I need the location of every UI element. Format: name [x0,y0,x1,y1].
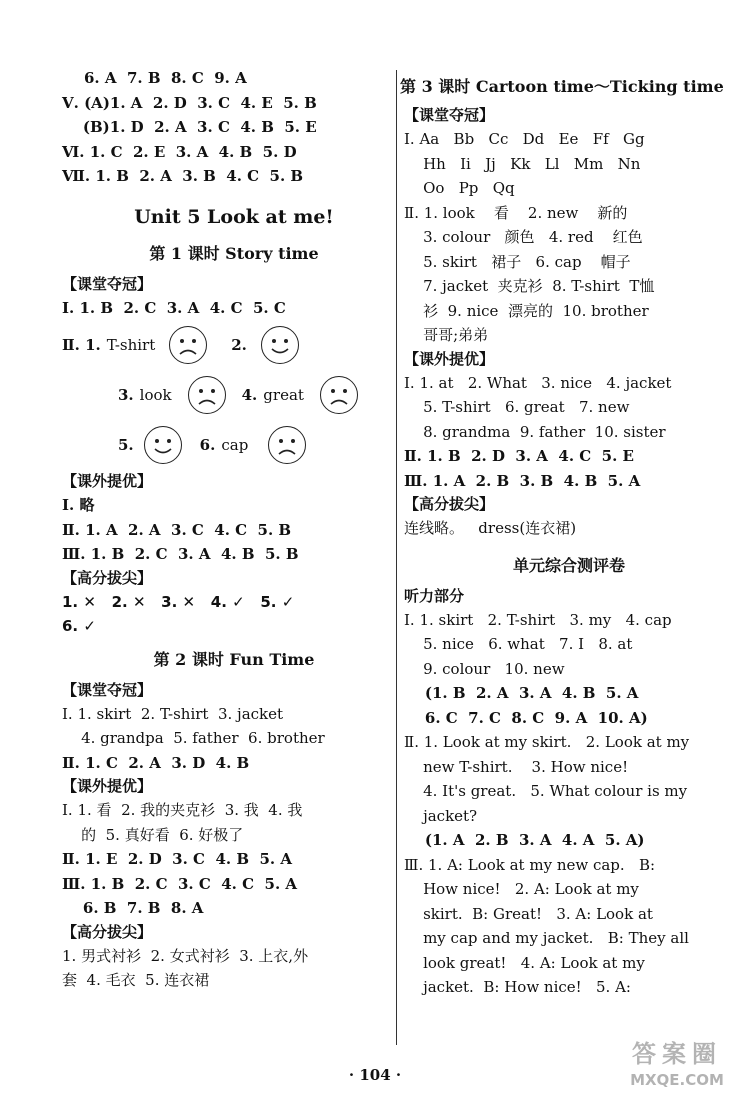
face-answer-row [118,420,384,470]
section-heading: 【课堂夺冠】 [62,274,153,293]
happy-face-icon [261,326,299,364]
answer-line: look great! 4. A: Look at my [404,953,645,972]
face-answer-row [118,370,384,420]
answer-line: Ⅲ. 1. B 2. C 3. C 4. C 5. A [62,874,298,893]
answer-line: new T-shirt. 3. How nice! [404,757,629,776]
answer-word: cap [221,436,249,454]
answer-line: 6. B 7. B 8. A [62,899,204,917]
answer-line: 4. It's great. 5. What colour is my [404,782,688,800]
answer-line: Ⅱ. 1. Look at my skirt. 2. Look at my [404,733,690,751]
answer-line: Hh Ii Jj Kk Ll Mm Nn [404,154,641,173]
answer-line: Ⅰ. Aa Bb Cc Dd Ee Ff Gg [404,130,645,148]
page-number: · 104 · [348,1066,402,1084]
answer-number: 6. [199,436,216,454]
answer-line: Ⅱ. 1. look 看 2. new 新的 [404,203,628,222]
answer-line: Ⅶ. 1. B 2. A 3. B 4. C 5. B [62,167,304,185]
answer-line: Ⅱ. 1. B 2. D 3. A 4. C 5. E [404,447,634,465]
answer-line: Ⅲ. 1. A 2. B 3. B 4. B 5. A [404,471,641,490]
answer-line: 6. A 7. B 8. C 9. A [84,69,247,87]
answer-line: 3. colour 颜色 4. red 红色 [404,228,643,246]
column-divider [396,70,397,1045]
lesson-title: 第 1 课时 Story time [149,243,319,263]
answer-line: Ⅰ. 1. B 2. C 3. A 4. C 5. C [62,298,286,317]
answer-number: Ⅱ. 1. [62,336,101,354]
answer-line: 衫 9. nice 漂亮的 10. brother [404,301,649,320]
left-column [62,66,384,993]
answer-line: Ⅰ. 略 [62,496,95,514]
sad-face-icon [169,326,207,364]
answer-word: look [139,386,172,404]
section-heading: 【课外提优】 [404,349,495,368]
section-heading: 【课堂夺冠】 [404,106,495,124]
answer-line: 4. grandpa 5. father 6. brother [62,729,325,747]
section-heading: 【高分拔尖】 [62,922,153,941]
answer-line: Ⅲ. 1. A: Look at my new cap. B: [404,855,656,874]
answer-line: 套 4. 毛衣 5. 连衣裙 [62,971,210,989]
lesson-title: 第 3 课时 Cartoon time～Ticking time [400,77,724,96]
section-heading: 【课外提优】 [62,472,153,490]
answer-line: 7. jacket 夹克衫 8. T-shirt T恤 [404,277,655,295]
section-heading: 【高分拔尖】 [62,568,153,587]
section-heading: 【高分拔尖】 [404,495,495,513]
answer-line: Ⅰ. 1. 看 2. 我的夹克衫 3. 我 4. 我 [62,801,303,819]
answer-line: 6. ✓ [62,617,96,635]
section-heading: 【课堂夺冠】 [62,680,153,699]
watermark-logo [612,1038,742,1100]
answer-line: 5. skirt 裙子 6. cap 帽子 [404,252,631,271]
answer-line: Ⅱ. 1. A 2. A 3. C 4. C 5. B [62,520,292,539]
answer-line: skirt. B: Great! 3. A: Look at [404,904,653,923]
answer-line: 1. 男式衬衫 2. 女式衬衫 3. 上衣,外 [62,946,309,965]
section-heading: 【课外提优】 [62,777,153,795]
watermark-url: MXQE.COM [630,1071,724,1089]
answer-line: 9. colour 10. new [404,659,565,678]
answer-line: jacket? [404,806,478,825]
answer-word: great [263,386,304,404]
answer-line: 5. T-shirt 6. great 7. new [404,398,630,416]
answer-line: (1. B 2. A 3. A 4. B 5. A [404,684,639,702]
answer-number: 3. [118,386,134,404]
answer-line: 6. C 7. C 8. C 9. A 10. A) [404,708,648,727]
unit-title: Unit 5 Look at me! [134,205,334,228]
answer-line: Ⅰ. 1. skirt 2. T-shirt 3. jacket [62,704,284,723]
answer-line: Ⅱ. 1. C 2. A 3. D 4. B [62,753,250,772]
section-title: 单元综合测评卷 [512,555,625,575]
right-column [400,70,734,1000]
answer-line: 的 5. 真好看 6. 好极了 [62,825,244,844]
lesson-title: 第 2 课时 Fun Time [153,649,315,669]
answer-line: How nice! 2. A: Look at my [404,880,639,898]
answer-line: Ⅲ. 1. B 2. C 3. A 4. B 5. B [62,545,299,563]
watermark-text: 答案圈 [632,1040,722,1068]
answer-line: Ⅱ. 1. E 2. D 3. C 4. B 5. A [62,850,292,868]
answer-line: my cap and my jacket. B: They all [404,929,689,947]
answer-line: Ⅵ. 1. C 2. E 3. A 4. B 5. D [62,142,297,161]
sad-face-icon [268,426,306,464]
answer-line: 1. ✕ 2. ✕ 3. ✕ 4. ✓ 5. ✓ [62,592,295,611]
answer-line: 5. nice 6. what 7. I 8. at [404,635,633,653]
answer-number: 4. [241,386,258,404]
answer-line: 哥哥;弟弟 [404,326,489,344]
face-answer-row [62,320,384,370]
sad-face-icon [188,376,226,414]
answer-line: Ⅴ. (A)1. A 2. D 3. C 4. E 5. B [62,93,317,112]
answer-line: 8. grandma 9. father 10. sister [404,422,666,441]
answer-line: Ⅰ. 1. skirt 2. T-shirt 3. my 4. cap [404,610,672,629]
answer-word: T-shirt [106,336,156,354]
answer-number: 5. [118,436,134,454]
answer-line: Ⅰ. 1. at 2. What 3. nice 4. jacket [404,373,672,392]
answer-line: jacket. B: How nice! 5. A: [404,978,631,996]
happy-face-icon [144,426,182,464]
answer-line: (1. A 2. B 3. A 4. A 5. A) [404,831,645,849]
sad-face-icon [320,376,358,414]
section-heading: 听力部分 [404,586,465,605]
answer-number: 2. [231,336,247,354]
answer-line: Oo Pp Qq [404,179,515,197]
answer-line: 连线略。 dress(连衣裙) [404,519,577,537]
answer-line: (B)1. D 2. A 3. C 4. B 5. E [62,118,317,136]
